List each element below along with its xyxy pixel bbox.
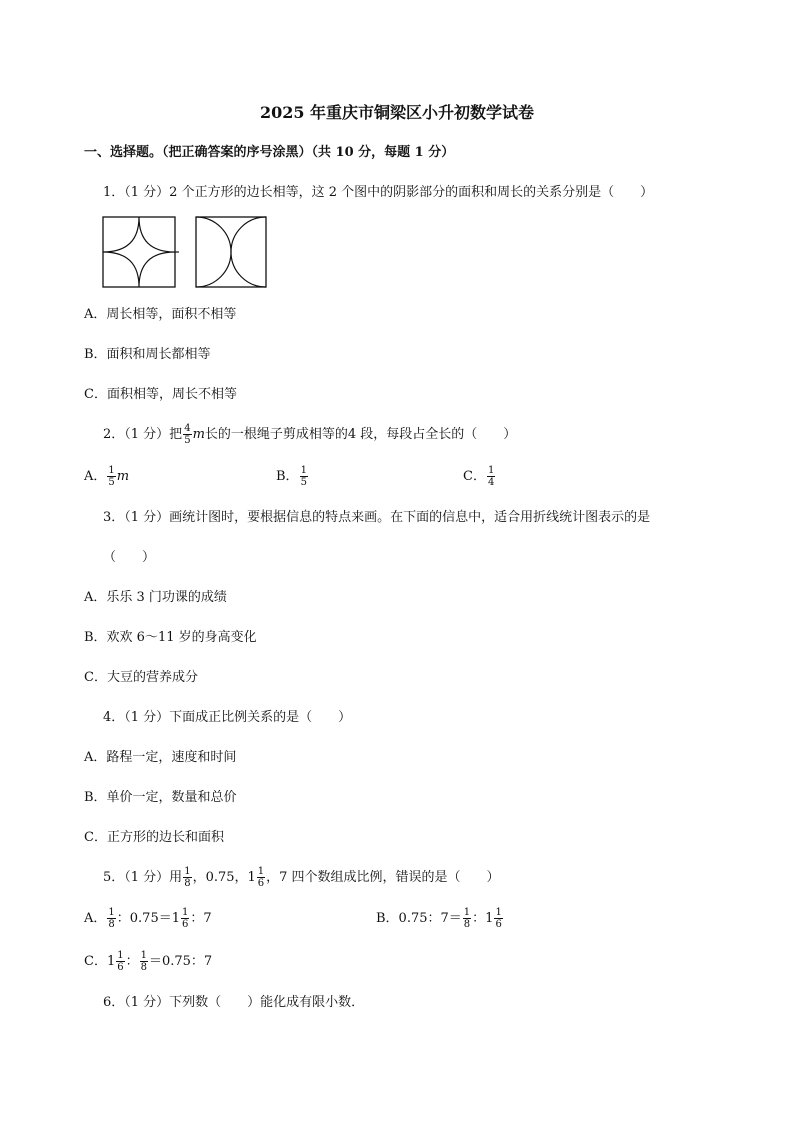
question-3-option-b: B．欢欢 6～11 岁的身高变化 [84, 630, 257, 645]
section-heading: 一、选择题。（把正确答案的序号涂黑）（共 10 分，每题 1 分） [84, 145, 455, 160]
question-1-option-a: A．周长相等，面积不相等 [84, 307, 237, 322]
question-2-option-b: B． $\frac{1}{5}$ [276, 465, 307, 488]
square-outline [103, 217, 175, 287]
question-5-option-b: B．0.75：7＝ $\frac{1}{8}$ ：1 $\frac{1}{6}$ [376, 907, 502, 930]
question-4-option-c: C．正方形的边长和面积 [84, 830, 224, 845]
question-4-option-a: A．路程一定，速度和时间 [84, 750, 237, 765]
question-2-stem: 2．（1 分）把 $\frac{4}{5}$ m长的一根绳子剪成相等的4 段，每段占全长的（ ） [103, 423, 517, 446]
question-6-stem: 6．（1 分）下列数（ ）能化成有限小数． [103, 995, 365, 1010]
fraction-4-5: $\frac{4}{5}$ [184, 423, 191, 446]
question-5-stem: 5．（1 分）用 $\frac{1}{8}$ ，0.75，1 $\frac{1}{6}$ ，7 四个数组成比例，错误的是（ ） [103, 866, 500, 889]
question-3-stem: 3．（1 分）画统计图时，要根据信息的特点来画。在下面的信息中，适合用折线统计图表示的是 [103, 510, 651, 525]
question-1-option-b: B．面积和周长都相等 [84, 347, 211, 362]
left-arc [196, 217, 231, 287]
question-3-option-c: C．大豆的营养成分 [84, 670, 198, 685]
question-4-option-b: B．单价一定，数量和总价 [84, 790, 237, 805]
right-arc [231, 217, 266, 287]
question-2-option-c: C． $\frac{1}{4}$ [463, 465, 495, 488]
question-4-stem: 4．（1 分）下面成正比例关系的是（ ） [103, 710, 352, 725]
question-5-option-a: A． $\frac{1}{8}$ ：0.75＝1 $\frac{1}{6}$ ：7 [84, 907, 212, 930]
question-3-paren: （ ） [103, 550, 156, 565]
question-1-option-c: C．面积相等，周长不相等 [84, 387, 237, 402]
question-2-option-a: A． $\frac{1}{5}$ m [84, 465, 130, 488]
inner-star-arcs [103, 217, 175, 287]
question-3-option-a: A．乐乐 3 门功课的成绩 [84, 590, 227, 605]
question-5-option-c: C．1 $\frac{1}{6}$ ： $\frac{1}{8}$ ＝0.75：7 [84, 950, 213, 973]
figure-square-two-arcs [195, 216, 269, 288]
page-title: 2025 年重庆市铜梁区小升初数学试卷 [259, 103, 535, 122]
question-1-stem: 1．（1 分）2 个正方形的边长相等，这 2 个图中的阴影部分的面积和周长的关系分别是（ ） [103, 185, 654, 200]
figure-square-four-arcs [102, 216, 180, 288]
